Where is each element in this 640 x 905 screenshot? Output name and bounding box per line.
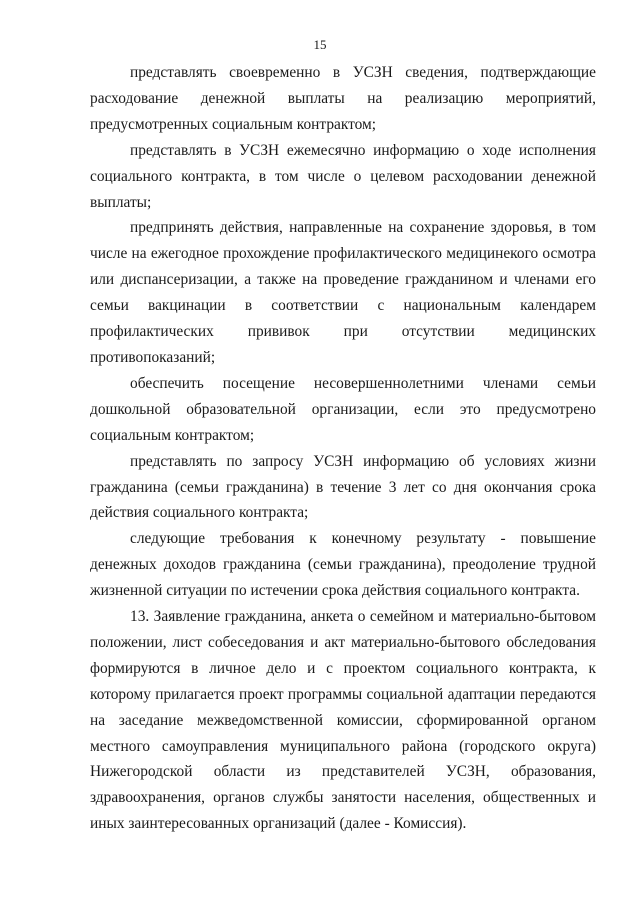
paragraph-section-13: 13. Заявление гражданина, анкета о семейном и материально-бытовом положении, лист собеседования и акт материально-бытового обследования формируются в личное дело и с проектом социального контракта, к которому прилагается проект программы социальной адаптации передаются на заседание межведомственной комиссии, сформированной органом местного самоуправления муниципального района (городского округа) Нижегородской области из представителей УСЗН, образования, здравоохранения, органов службы занятости населения, общественных и иных заинтересованных организаций (далее - Комиссия). (90, 608, 596, 833)
paragraph-preschool-attendance: обеспечить посещение несовершеннолетними членами семьи дошкольной образовательной организации, если это предусмотрено социальным контрактом; (90, 374, 596, 444)
page-number: 15 (313, 37, 327, 52)
paragraph-living-conditions: представлять по запросу УСЗН информацию об условиях жизни гражданина (семьи гражданина) в течение 3 лет со дня окончания срока действия социального контракта; (90, 452, 596, 522)
paragraph-monthly-report: представлять в УСЗН ежемесячно информацию о ходе исполнения социального контракта, в том числе о целевом расходовании денежной выплаты; (90, 141, 596, 211)
document-body (90, 60, 596, 837)
paragraph-report-expenditures: представлять своевременно в УСЗН сведения, подтверждающие расходование денежной выплаты на реализацию мероприятий, предусмотренных социальным контрактом; (90, 64, 596, 133)
paragraph-final-result: следующие требования к конечному результату - повышение денежных доходов гражданина (семьи гражданина), преодоление трудной жизненной ситуации по истечении срока действия социального контракта. (90, 530, 596, 600)
paragraph-health-actions: предпринять действия, направленные на сохранение здоровья, в том числе на ежегодное прохождение профилактического медицинекого осмотра или диспансеризации, а также на проведение гражданином и членами его семьи вакцинации в соответствии с национальным календарем профилактических прививок при отсутствии медицинских противопоказаний; (90, 219, 596, 366)
